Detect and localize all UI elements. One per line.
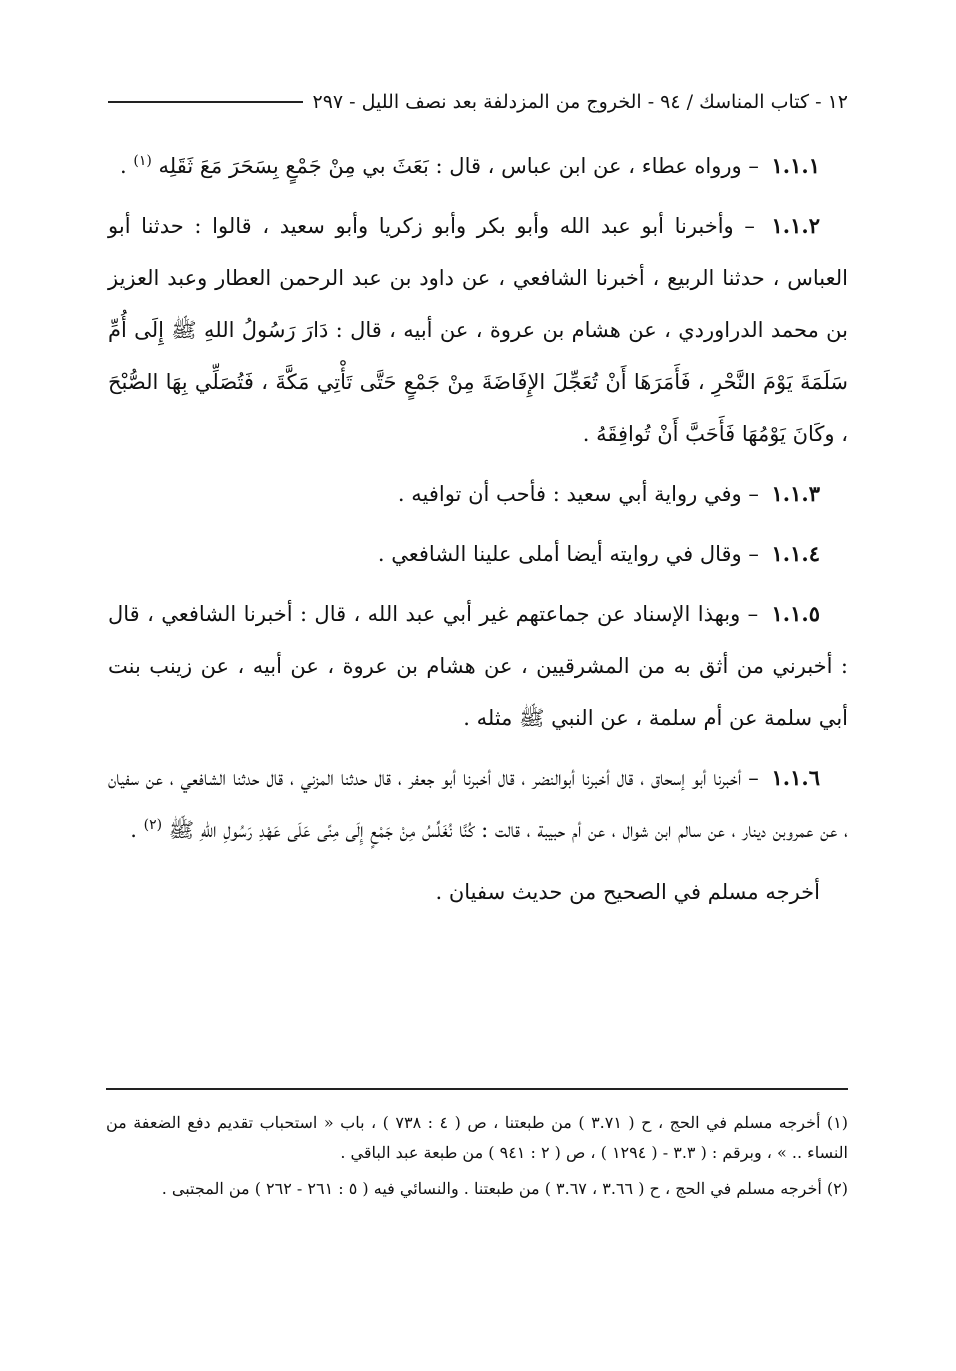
footnote-divider: [106, 1088, 848, 1090]
paragraph-text: – أخبرنا أبو إسحاق ، قال أخبرنا أبوالنضر ، قال أخبرنا أبو جعفر ، قال حدثنا المزني ، قال حدثنا الشافعي ، عن سفيان ، عن عمروبن دينار ، عن سالم ابن شوال ، عن أم حبيبة ، قالت : كُنَّا نُغَلِّسُ مِنْ جَمْعٍ إِلَى مِنًى عَلَى عَهْدِ رَسُولِ اللهِ ﷺ: [108, 766, 848, 842]
closing-note: أخرجه مسلم في الصحيح من حديث سفيان .: [435, 880, 820, 904]
footnote-2: (٢) أخرجه مسلم في الحج ، ح ( ٣.٦٦ ، ٣.٦٧ ) من طبعتنا . والنسائي فيه ( ٥ : ٢٦١ - ٢٦٢ ) من المجتبى .: [161, 1179, 848, 1198]
paragraph-4: [108, 528, 848, 580]
footnote-marker: (٢): [143, 817, 163, 833]
paragraph-number: ١.١.٥: [771, 601, 820, 626]
paragraph-text: – وقال في روايته أيضا أملى علينا الشافعي .: [377, 542, 759, 566]
paragraph-number: ١.١.٦: [771, 765, 820, 790]
paragraph-end: .: [120, 154, 127, 178]
paragraph-number: ١.١.١: [771, 153, 820, 178]
paragraph-text: – وفي رواية أبي سعيد : فأحب أن توافيه .: [397, 482, 759, 506]
paragraph-number: ١.١.٣: [771, 481, 820, 506]
footnote-1: (١) أخرجه مسلم في الحج ، ح ( ٣.٧١ ) من طبعتنا ، ص ( ٤ : ٧٣٨ ) ، باب « استحباب تقديم دفع الضعفة من النساء .. » ، وبرقم : ( ٣.٣ - ( ١٢٩٤ ) ، ص ( ٢ : ٩٤١ ) من طبعة عبد الباقي .: [106, 1113, 849, 1162]
main-text: [108, 140, 848, 926]
paragraph-end: .: [130, 818, 137, 842]
paragraph-text: – وبهذا الإسناد عن جماعتهم غير أبي عبد الله ، قال : أخبرنا الشافعي ، قال : أخبرني من أثق به من المشرقيين ، عن هشام بن عروة ، عن أبيه ، عن زينب بنت أبي سلمة عن أم سلمة ، عن النبي ﷺ مثله .: [108, 602, 848, 730]
paragraph-3: [108, 468, 848, 520]
paragraph-text: – ورواه عطاء ، عن ابن عباس ، قال : بَعَثَ بي مِنْ جَمْعٍ بِسَحَرَ مَعَ ثَقَلِه: [158, 154, 759, 178]
paragraph-number: ١.١.٤: [771, 541, 820, 566]
header-title: ١٢ - كتاب المناسك / ٩٤ - الخروج من المزدلفة بعد نصف الليل - ٢٩٧: [312, 91, 848, 113]
footnotes: [106, 1108, 848, 1210]
paragraph-number: ١.١.٢: [771, 213, 820, 238]
paragraph-2: [108, 200, 848, 460]
paragraph-text: – وأخبرنا أبو عبد الله وأبو بكر وأبو زكريا وأبو سعيد ، قالوا : حدثنا أبو العباس ، حدثنا الربيع ، أخبرنا الشافعي ، عن داود بن عبد الرحمن العطار وعبد العزيز بن محمد الدراوردي ، عن هشام بن عروة ، عن أبيه ، قال : دَارَ رَسُولُ اللهِ ﷺ إِلَى أُمِّ سَلَمَةَ يَوْمَ النَّحْرِ ، فَأَمَرَهَا أَنْ تُعَجِّلَ الإِفَاضَةَ مِنْ جَمْعٍ حَتَّى تَأْتِي مَكَّةَ ، فَتُصَلِّي بِهَا الصُّبْحَ ، وكَانَ يَوْمُهَا فَأَحَبَّ أَنْ تُوافِقَهُ .: [108, 214, 848, 446]
paragraph-5: [108, 588, 848, 744]
paragraph-6: [108, 752, 848, 856]
running-header: [108, 84, 848, 120]
footnote-marker: (١): [133, 153, 152, 169]
paragraph-1: [108, 140, 848, 192]
header-rule: [108, 101, 303, 103]
